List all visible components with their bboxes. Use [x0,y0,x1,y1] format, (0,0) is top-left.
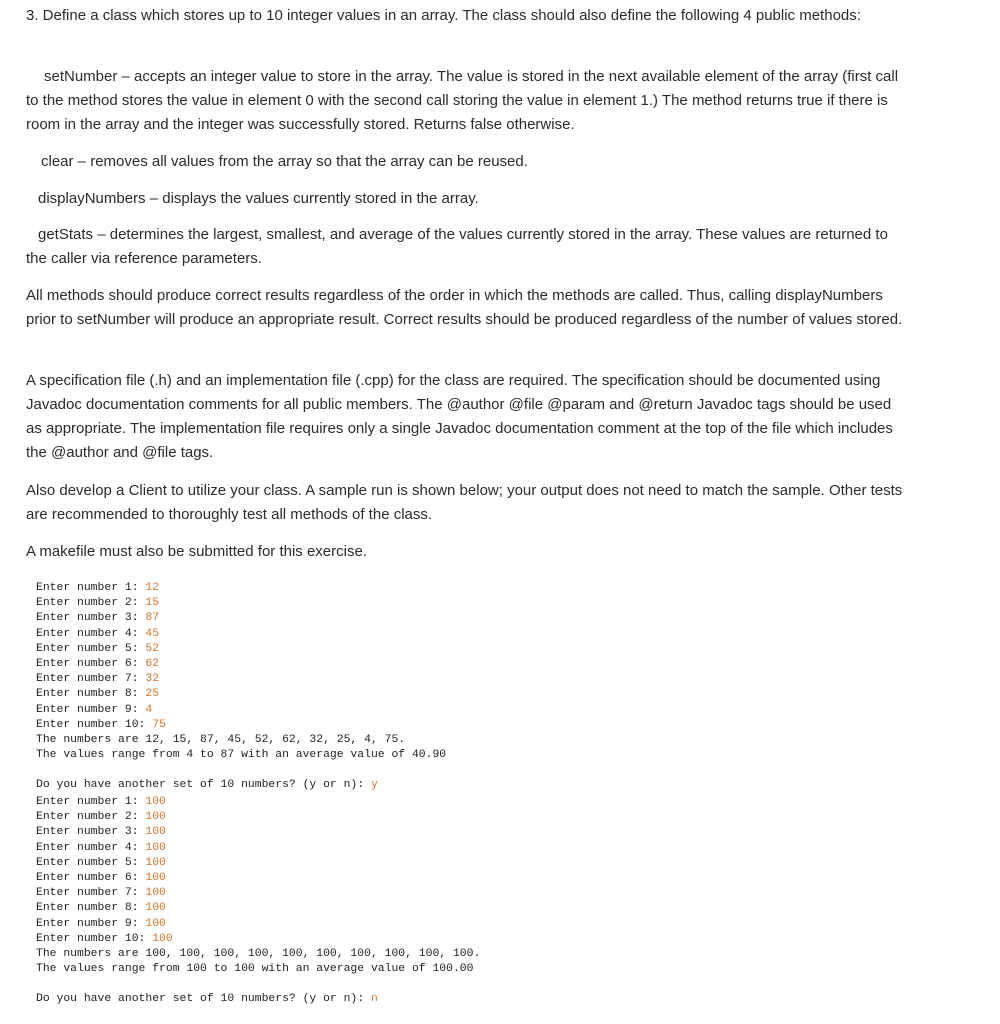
method-name: displayNumbers [38,190,146,207]
console-prompt: Enter number 3: [36,612,146,625]
console-line [36,810,480,825]
console-prompt: Enter number 1: [36,796,146,808]
console-line [36,703,446,718]
paragraph-specification: A specification file (.h) and an implementation file (.cpp) for the class are required. The specification should be documented using Javadoc documentation comments for all public members. The @author @file @param and @return Javadoc tags should be used as appropriate. The implementation file requires only a single Javadoc documentation comment at the top of the file which includes the @author and @file tags. [26,372,893,461]
console-user-input: 100 [145,887,166,900]
console-user-input: 32 [145,673,160,686]
console-prompt: Enter number 6: [36,871,146,884]
console-prompt: Enter number 10: [36,932,153,945]
console-user-input: 100 [145,841,166,854]
console-line [36,856,480,871]
console-user-input: 87 [145,612,160,625]
assignment-heading: 3. Define a class which stores up to 10 integer values in an array. The class should also define the following 4 public methods: [26,7,861,24]
console-line [36,718,446,733]
console-prompt: Enter number 10: [36,718,153,731]
console-prompt: Enter number 6: [36,657,146,670]
console-prompt: Enter number 7: [36,673,146,686]
console-prompt: Enter number 4: [36,627,146,640]
console-line [36,992,480,1007]
console-line [36,596,446,611]
console-user-input: 75 [152,718,166,731]
console-line [36,886,480,901]
console-prompt: Enter number 1: [36,582,146,594]
console-prompt: Do you have another set of 10 numbers? (y or n): [36,779,371,792]
console-user-input: 4 [145,703,153,716]
console-prompt: Enter number 8: [36,688,146,701]
method-description: – determines the largest, smallest, and average of the values currently stored in the array. These values are returned to the caller via reference parameters. [26,226,888,267]
console-line [36,825,480,840]
method-name: getStats [38,226,94,243]
console-prompt: Do you have another set of 10 numbers? (y or n): [36,993,371,1006]
console-prompt: Enter number 9: [36,917,146,930]
console-user-input: 45 [145,627,160,640]
console-user-input: 15 [145,597,160,610]
console-user-input: 52 [145,642,160,655]
console-line [36,642,446,657]
console-prompt: Enter number 5: [36,856,146,869]
console-prompt: Enter number 3: [36,826,146,839]
console-line [36,733,446,748]
method-name: setNumber [44,68,118,85]
method-name: clear [41,153,74,170]
console-prompt: Enter number 4: [36,841,146,854]
paragraph-ordering: All methods should produce correct results regardless of the order in which the methods are called. Thus, calling displayNumbers prior to setNumber will produce an appropriate result. Correct results should be produced regardless of the number of values stored. [26,287,903,328]
console-line [36,611,446,626]
console-line [36,581,446,596]
console-line [36,748,446,763]
console-line [36,977,480,992]
console-prompt: The values range from 4 to 87 with an average value of 40.90 [36,749,447,762]
console-user-input: 62 [145,657,160,670]
console-user-input: 25 [145,688,160,701]
console-user-input: 100 [145,902,166,915]
console-line [36,901,480,916]
method-description: – displays the values currently stored in the array. [145,190,479,207]
console-user-input: y [370,779,378,792]
console-user-input: 100 [145,871,166,884]
console-line [36,932,480,947]
paragraph-client: Also develop a Client to utilize your class. A sample run is shown below; your output does not need to match the sample. Other tests are recommended to thoroughly test all methods of the class. [26,482,903,523]
console-user-input: 100 [145,796,166,808]
sample-run-block-2 [36,795,480,1008]
console-prompt: Enter number 7: [36,887,146,900]
method-description: – removes all values from the array so that the array can be reused. [73,153,528,170]
paragraph-makefile: A makefile must also be submitted for this exercise. [26,543,367,560]
console-line [36,841,480,856]
console-prompt: Enter number 8: [36,902,146,915]
console-line [36,947,480,962]
console-line [36,687,446,702]
console-prompt: Enter number 2: [36,597,146,610]
console-user-input: 100 [145,811,166,824]
console-user-input: 100 [145,856,166,869]
console-prompt: The numbers are 12, 15, 87, 45, 52, 62, 32, 25, 4, 75. [36,733,406,746]
console-user-input: 100 [152,932,173,945]
console-user-input: 100 [145,917,166,930]
console-line [36,871,480,886]
method-clear [26,150,906,174]
console-prompt: The numbers are 100, 100, 100, 100, 100, 100, 100, 100, 100, 100. [36,947,481,960]
sample-run-block-1 [36,581,446,794]
method-getstats [26,223,906,271]
console-prompt: Enter number 5: [36,642,146,655]
console-user-input: 100 [145,826,166,839]
console-prompt: The values range from 100 to 100 with an average value of 100.00 [36,963,474,976]
console-user-input: n [370,993,378,1006]
console-line [36,627,446,642]
console-line [36,657,446,672]
console-line [36,917,480,932]
console-user-input: 12 [145,582,160,594]
console-line [36,795,480,810]
console-line [36,763,446,778]
console-line [36,962,480,977]
method-setnumber [26,65,906,137]
console-line [36,672,446,687]
method-description: – accepts an integer value to store in the array. The value is stored in the next available element of the array (first call to the method stores the value in element 0 with the second call storing the value in element 1.) The method returns true if there is room in the array and the integer was successfully stored. Returns false otherwise. [26,68,899,133]
console-prompt: Enter number 9: [36,703,146,716]
console-line [36,778,446,793]
method-displaynumbers [26,187,906,211]
console-prompt: Enter number 2: [36,811,146,824]
